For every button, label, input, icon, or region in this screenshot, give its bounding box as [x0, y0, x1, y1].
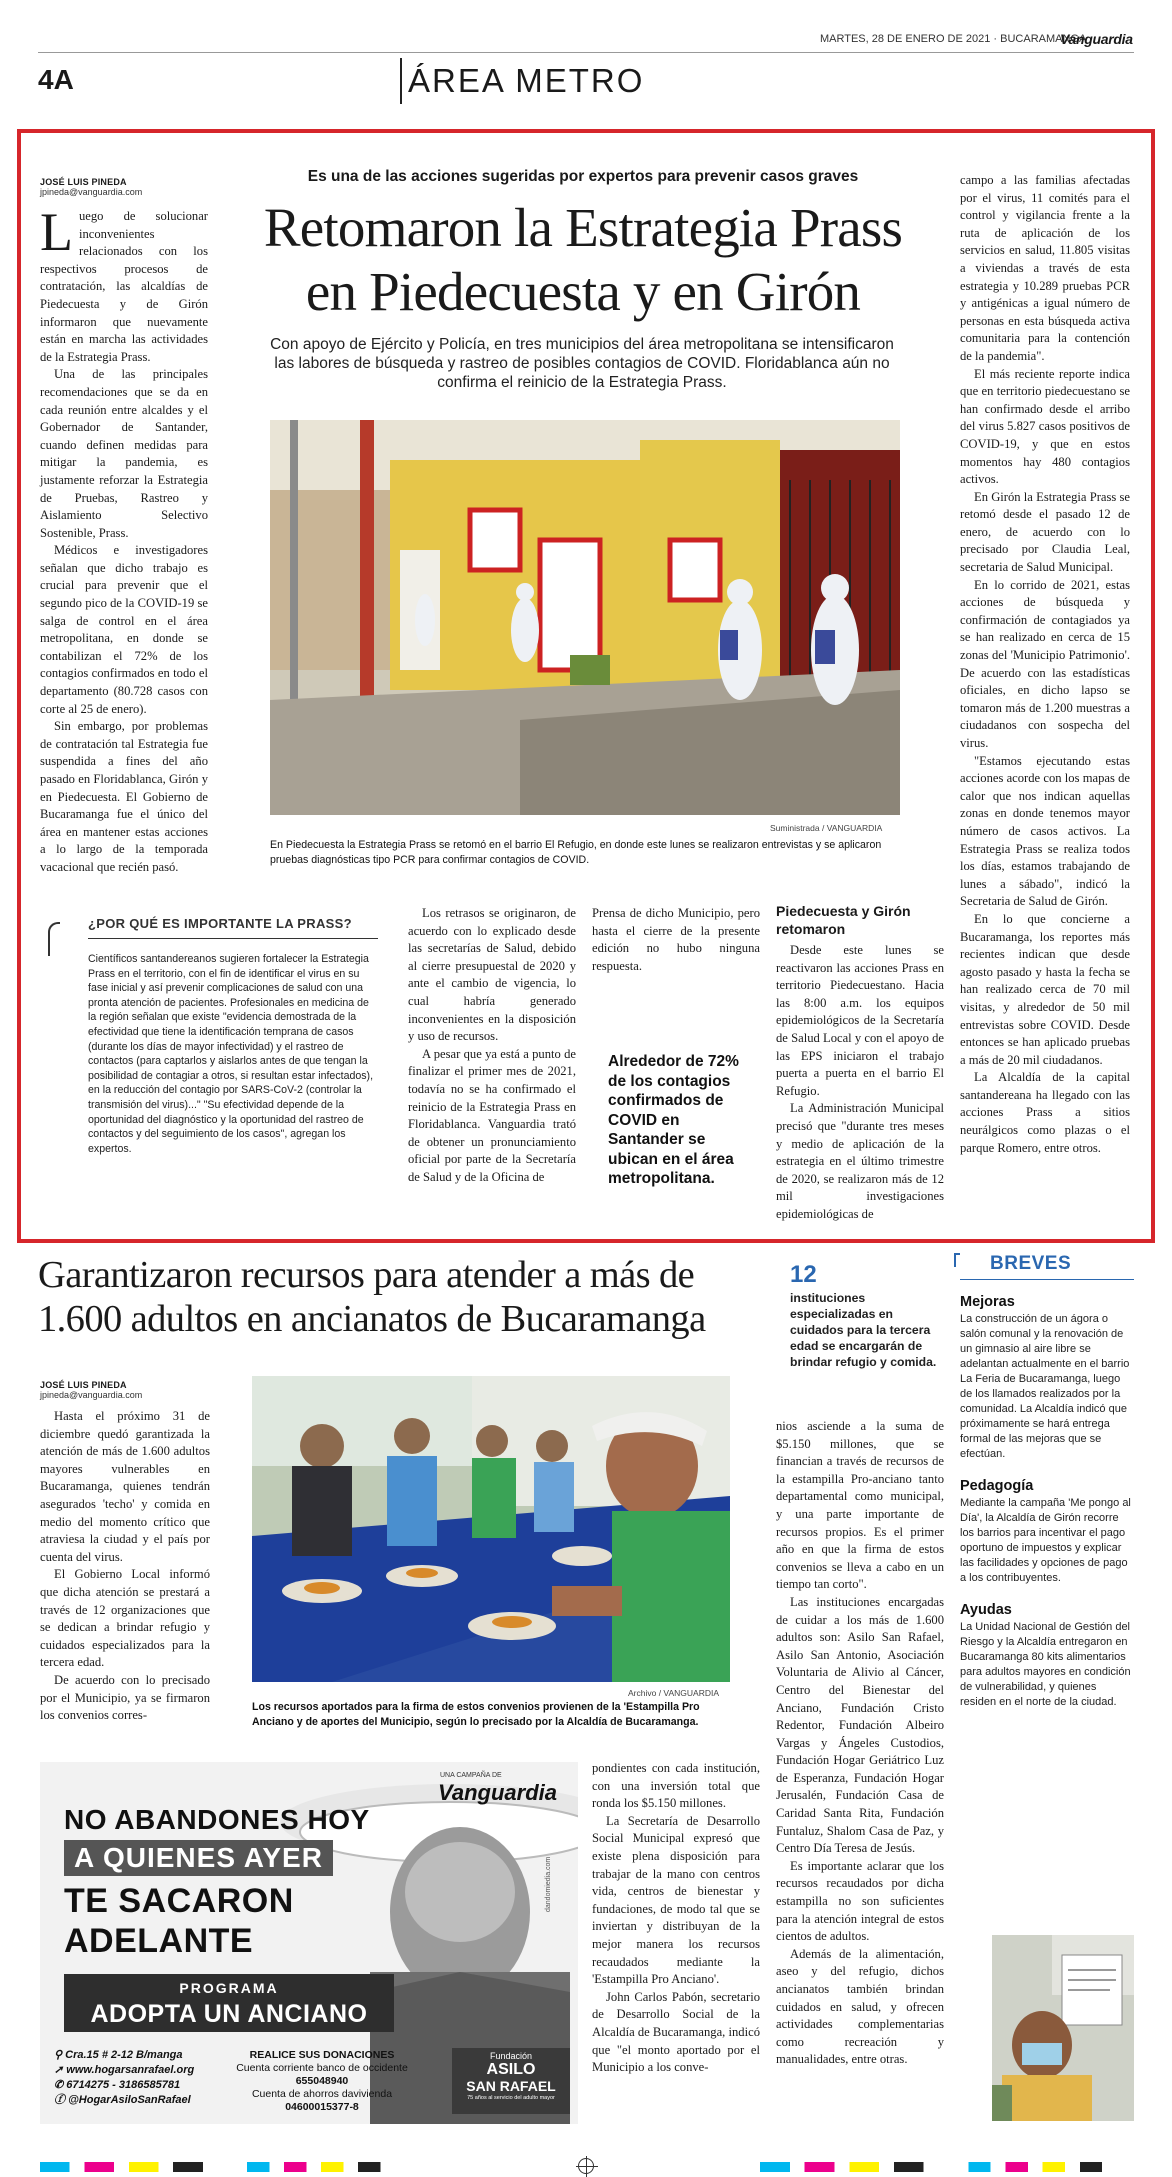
paragraph: Una de las principales recomendaciones que se da en cada reunión entre alcaldes y el Gobernador de Santander, cuando definen medidas para mitigar la pandemia, es justamente reforzar la Estrategia de Pruebas, Rastreo y Aislamiento Selectivo Sostenible, Prass. [40, 367, 208, 540]
pull-quote: Alrededor de 72% de los contagios confirmados de COVID en Santander se ubican en el área metropolitana. [608, 1053, 739, 1187]
paragraph: El más reciente reporte indica que en territorio piedecuestano se han confirmado desde el arribo del virus 5.827 casos positivos de COVID-19, y que en estos momentos hay 480 contagios activos. [960, 366, 1130, 487]
byline-name: JOSÉ LUIS PINEDA [40, 1380, 127, 1390]
main-col-mid-1 [408, 905, 576, 1187]
headline [222, 196, 944, 324]
subhead: Piedecuesta y Girón retomaron [776, 903, 911, 937]
contact-phone: ✆ 6714275 - 3186585781 [54, 2079, 181, 2091]
breves-item [960, 1478, 1134, 1586]
deck: Con apoyo de Ejército y Policía, en tres municipios del área metropolitana se intensificaron las labores de búsqueda y rastreo de posibles contagios de COVID. Floridablanca aún no confirma el reinicio de la Estrategia Prass. [270, 336, 894, 391]
ad-donations [222, 2049, 422, 2114]
stat-box [790, 1262, 940, 1370]
foundation-logo [452, 2048, 570, 2114]
main-photo [270, 420, 900, 815]
color-bar-right [760, 2162, 1132, 2172]
sidebar-bracket [48, 922, 60, 956]
date-line: MARTES, 28 DE ENERO DE 2021 · BUCARAMANGA [820, 33, 1087, 45]
foundation-small: Fundación [489, 2051, 533, 2061]
breves-photo [992, 1935, 1134, 2121]
cursor-icon: ➚ [54, 2064, 67, 2076]
paragraph: "Estamos ejecutando estas acciones acorde con los mapas de calor que nos indican aquellas zonas en donde tenemos mayor número de casos activos. La Estrategia Prass se realiza todos los días, estamos trabajando de lunes a sábado", indicó la Secretaria de Salud de Girón. [960, 753, 1130, 909]
brand-logo: Vanguardia [1060, 31, 1133, 47]
paragraph: En lo corrido de 2021, estas acciones de búsqueda y confirmación de contagiados ya se han realizado en cerca de 15 zonas del 'Municipio Patrimonio'. De acuerdo con las estadísticas oficiales, en dicho lapso se tomaron más de 1.200 muestras a ciudadanos con sospecha del virus. [960, 577, 1130, 750]
paragraph: De acuerdo con lo precisado por el Municipio, ya se firmaron los convenios corres- [40, 1672, 210, 1723]
paragraph: Las instituciones encargadas de cuidar a los más de 1.600 adultos son: Asilo San Rafael, Asilo San Antonio, Asociación Voluntaria de Alivio al Cáncer, Centro del Bienestar del Anciano, Fundación Cristo Redentor, Fundación Albeiro Vargas y Ángeles Custodios, Fundación Hogar Geriátrico Luz de Esperanza, Fundación Hogar Jerusalén, Fundación Casa de Caridad Santa Rita, Fundación Funtaluz, Shalom Casa de Paz, y Centro Día Teresa de Jesús. [776, 1594, 944, 1856]
header-rule [38, 52, 1134, 53]
contact-address: ⚲ Cra.15 # 2-12 B/manga [54, 2049, 183, 2061]
page-header [0, 0, 1172, 120]
paragraph: Prensa de dicho Municipio, pero hasta el cierre de la presente edición no hubo ninguna respuesta. [592, 906, 760, 973]
donate-account-1: 655048940 [295, 2075, 349, 2087]
breves-item [960, 1602, 1134, 1710]
registration-mark-icon [578, 2158, 594, 2174]
dropcap: L [40, 202, 73, 262]
byline-name: JOSÉ LUIS PINEDA [40, 177, 127, 187]
man-with-kit-photo [992, 1935, 1134, 2121]
paragraph: A pesar que ya está a punto de finalizar el primer mes de 2021, todavía no se ha confirmado el reinicio de la Estrategia Prass en Floridablanca. Vanguardia trató de obtener un pronunciamiento oficial por parte de la Secretaría de Salud y de la Oficina de [408, 1046, 576, 1184]
paragraph: La Secretaría de Desarrollo Social Municipal expresó que existe plena disposición para trabajar de la mano con centros vida, centros de bienestar y fundaciones, de modo tal que se inviertan y distribuyan de la mejor manera los recursos recaudados mediante la 'Estampilla Pro Anciano'. [592, 1813, 760, 1987]
ad-line-3: TE SACARON [64, 1882, 294, 1920]
stat-text: instituciones especializadas en cuidados para la tercera edad se encargarán de brindar refugio y comida. [790, 1291, 937, 1369]
paragraph: nios asciende a la suma de $5.150 millones, que se financian a través de recursos de la estampilla Pro-anciano tanto departamental como municipal, y una parte importante de recursos propios. Es el primer año en que la firma de estos convenios se lleva a cabo en un tiempo tan corto". [776, 1419, 944, 1592]
second-photo-credit: Archivo / VANGUARDIA [628, 1688, 720, 1698]
breves-item-text: La construcción de un ágora o salón comunal y la renovación de un gimnasio al aire libre se adelantan actualmente en el barrio La Feria de Bucaramanga, luego de los llamados realizados por la comunidad. La Alcaldía indicó que próximamente se hará entrega formal de las mejoras que se efectúan. [960, 1313, 1130, 1460]
ad-line-2: A QUIENES AYER [64, 1840, 333, 1876]
main-col-right [960, 172, 1130, 1157]
second-headline [38, 1253, 778, 1341]
second-photo [252, 1376, 730, 1682]
paragraph: campo a las familias afectadas por el virus, 11 comités para el control y vigilancia frente a la ruta de aplicación de los servicios en salud, 11.805 visitas a viviendas a través de esta estrategia y 10.289 pruebas PCR y antigénicas a igual número de personas en esta búsqueda activa comunitaria para la contención de la pandemia". [960, 173, 1130, 363]
paragraph: La Administración Municipal precisó que "durante tres meses y medio de aplicación de la estrategia en el último trimestre de 2020, se realizaron más de 12 mil investigaciones epidemiológicas de [776, 1101, 944, 1221]
breves-item [960, 1294, 1134, 1462]
paragraph: El Gobierno Local informó que dicha atención se prestará a través de 12 organizaciones que se dedican a brindar refugio y cuidados especializados para la tercera edad. [40, 1567, 210, 1670]
breves-item-title: Mejoras [960, 1294, 1015, 1310]
byline-email: jpineda@vanguardia.com [40, 187, 143, 197]
foundation-tag: 75 años al servicio del adulto mayor [467, 2095, 555, 2101]
second-headline-line-1: Garantizaron recursos para atender a más de [38, 1254, 695, 1296]
sidebar-text: Científicos santandereanos sugieren fortalecer la Estrategia Prass en el territorio, con el fin de identificar el virus en su fase inicial y así prevenir complicaciones de salud con una pronta atención de pacientes. Profesionales en medicina de la región señalan que existe "evidencia demostrada de la efectividad que tiene la identificación temprana de casos (durante los días de mayor infectividad) y el rastreo de contactos (para captarlos y aislarlos antes de que tengan la posibilidad de contagiar a otros, si resultan estar infectados), en la reducción del contagio por SARS-CoV-2 (controlar la transmisión del virus)..." "Su efectividad depende de la oportunidad del diagnóstico y la oportunidad del rastreo de contactos y del seguimiento de los casos", agregan los expertos. [88, 953, 374, 1155]
ad-line-4: ADELANTE [64, 1922, 254, 1960]
donate-account-2: 04600015377-8 [285, 2101, 359, 2113]
breves-item-text: Mediante la campaña 'Me pongo al Día', la Alcaldía de Girón recorre los barrios para incentivar el pago oportuno de impuestos y explicar las facilidades y opciones de pago a los contribuyentes. [960, 1497, 1131, 1584]
main-byline [40, 177, 142, 197]
contact-web[interactable]: ➚ www.hogarsanrafael.org [54, 2064, 195, 2076]
foundation-name-1: ASILO [486, 2061, 536, 2078]
ad-program-name: ADOPTA UN ANCIANO [90, 2000, 368, 2028]
second-col-1 [40, 1408, 210, 1725]
ad-campaign-brand: Vanguardia [438, 1780, 557, 1805]
main-photo-credit: Suministrada / VANGUARDIA [770, 823, 883, 833]
donate-title: REALICE SUS DONACIONES [249, 2049, 395, 2061]
breves-title: BREVES [990, 1253, 1072, 1274]
sidebar-title: ¿POR QUÉ ES IMPORTANTE LA PRASS? [88, 916, 352, 931]
paragraph: Desde este lunes se reactivaron las acciones Prass en territorio Piedecuestano. Hacia las 8:00 a.m. los equipos epidemiológicos de la Secretaría de Salud Local y con el apoyo de las EPS iniciaron el trabajo puerta a puerta en el barrio El Refugio. [776, 943, 944, 1098]
second-headline-line-2: 1.600 adultos en ancianatos de Bucaramanga [38, 1298, 706, 1340]
prass-team-photo [270, 420, 900, 815]
paragraph: En Girón la Estrategia Prass se retomó desde el pasado 12 de enero, de acuerdo con lo precisado por Claudia Leal, secretaria de Salud Municipal. [960, 489, 1130, 575]
main-col-1 [40, 202, 208, 877]
breves-rule [960, 1279, 1134, 1280]
page-number: 4A [38, 64, 74, 95]
donate-line-2: Cuenta de ahorros davivienda [251, 2088, 393, 2100]
paragraph: La Alcaldía de la capital santandereana ha llegado con las acciones Prass a sitios neurálgicos como plazas o el parque Romero, entre otros. [960, 1070, 1130, 1155]
breves-item-text: La Unidad Nacional de Gestión del Riesgo y la Alcaldía entregaron en Bucaramanga 80 kits alimentarios para adultos mayores en condición de vulnerabilidad, y quienes residen en el norte de la ciudad. [960, 1621, 1131, 1708]
headline-line-2: en Piedecuesta y en Girón [305, 261, 861, 322]
breves-item-title: Pedagogía [960, 1478, 1034, 1494]
second-photo-caption: Los recursos aportados para la firma de estos convenios provienen de la 'Estampilla Pro Anciano y de aportes del Municipio, según lo precisado por la Alcaldía de Bucaramanga. [252, 1701, 700, 1728]
paragraph: uego de solucionar inconvenientes relacionados con los respectivos procesos de contratación, las alcaldías de Piedecuesta y de Girón informaron que nuevamente están en marcha las actividades de la Estrategia Prass. [40, 209, 208, 364]
main-col-mid-2 [592, 905, 760, 975]
ad-line-1: NO ABANDONES HOY [64, 1804, 370, 1835]
second-col-mid [592, 1760, 760, 2077]
contact-social[interactable]: ⓕ @HogarAsiloSanRafael [54, 2094, 191, 2106]
headline-line-1: Retomaron la Estrategia Prass [263, 197, 903, 258]
main-col-mid-3 [776, 902, 944, 1224]
color-bar-left [40, 2162, 410, 2172]
breves-item-title: Ayudas [960, 1602, 1012, 1618]
ad-side-credit: dandomiedia.com [545, 1856, 552, 1912]
ad-adopta-un-anciano[interactable] [40, 1762, 578, 2124]
location-icon: ⚲ [54, 2049, 66, 2061]
paragraph: Es importante aclarar que los recursos recaudados por dicha estampilla no son suficientes para la atención integral de estos cientos de adultos. [776, 1858, 944, 1944]
breves-column [960, 1253, 1134, 1710]
sidebar-box [48, 908, 382, 1208]
paragraph: Médicos e investigadores señalan que dicho trabajo es crucial para prevenir que el segundo pico de la COVID-19 se salga de control en el área metropolitana, en donde se contabilizan el 72% de los contagios confirmados en todo el departamento (80.728 casos con corte al 25 de enero). [40, 543, 208, 716]
paragraph: Sin embargo, por problemas de contratación tal Estrategia fue suspendida a fines del año pasado en Floridablanca, Girón y en Piedecuesta. El Gobierno de Bucaramanga fue el único del área en mantener estas acciones a lo largo de la temporada vacacional que recién pasó. [40, 719, 208, 874]
paragraph: Los retrasos se originaron, de acuerdo con lo explicado desde las secretarías de Salud, debido al cierre presupuestal de 2020 y ante el cambio de vigencia, lo cual habría generado inconvenientes en la disposición y uso de recursos. [408, 906, 576, 1044]
paragraph: John Carlos Pabón, secretario de Desarrollo Social de la Alcaldía de Bucaramanga, indicó que "el monto aportado por el Municipio a los conve- [592, 1989, 760, 2075]
sidebar-rule [88, 938, 378, 939]
ad-program-label: PROGRAMA [179, 1980, 279, 1996]
ad-program-banner [64, 1974, 394, 2032]
donate-line-1: Cuenta corriente banco de occidente [236, 2062, 408, 2074]
kicker: Es una de las acciones sugeridas por expertos para prevenir casos graves [307, 168, 859, 185]
section-title: ÁREA METRO [408, 62, 645, 99]
second-col-2 [776, 1418, 944, 2069]
breves-top-rule [954, 1253, 960, 1267]
second-byline [40, 1380, 142, 1400]
stat-number: 12 [790, 1261, 817, 1288]
ad-contact [54, 2048, 194, 2108]
main-photo-caption: En Piedecuesta la Estrategia Prass se retomó en el barrio El Refugio, en donde este lunes se realizaron entrevistas y se aplicaron pruebas diagnósticas tipo PCR para confirmar contagios de COVID. [270, 839, 882, 866]
phone-icon: ✆ [54, 2079, 67, 2091]
byline-email: jpineda@vanguardia.com [40, 1390, 143, 1400]
paragraph: Además de la alimentación, aseo y del refugio, dichos ancianatos también brindan cuidados en salud, y ofrecen actividades complementarias como recreación y manualidades, entre otras. [776, 1946, 944, 2067]
paragraph: Hasta el próximo 31 de diciembre quedó garantizada la atención de más de 1.600 adultos mayores vulnerables en Bucaramanga, quienes tendrán asegurados 'techo' y comida en medio del momento crítico que atraviesa la ciudad y el país por cuenta del virus. [40, 1409, 210, 1564]
paragraph: pondientes con cada institución, con una inversión total que ronda los $5.150 millones. [592, 1761, 760, 1811]
elderly-eating-photo [252, 1376, 730, 1682]
foundation-name-2: SAN RAFAEL [466, 2078, 556, 2094]
paragraph: En lo que concierne a Bucaramanga, los reportes más recientes indican que desde agosto pasado y hasta la fecha se han realizado cerca de 70 mil visitas, y alrededor de 50 mil entrevistas sobre COVID. Desde entonces se han aplicado pruebas a más de 20 mil ciudadanos. [960, 911, 1130, 1067]
header-divider [400, 58, 402, 104]
ad-campaign-small: UNA CAMPAÑA DE [440, 1772, 502, 1779]
facebook-icon: ⓕ [54, 2094, 69, 2106]
